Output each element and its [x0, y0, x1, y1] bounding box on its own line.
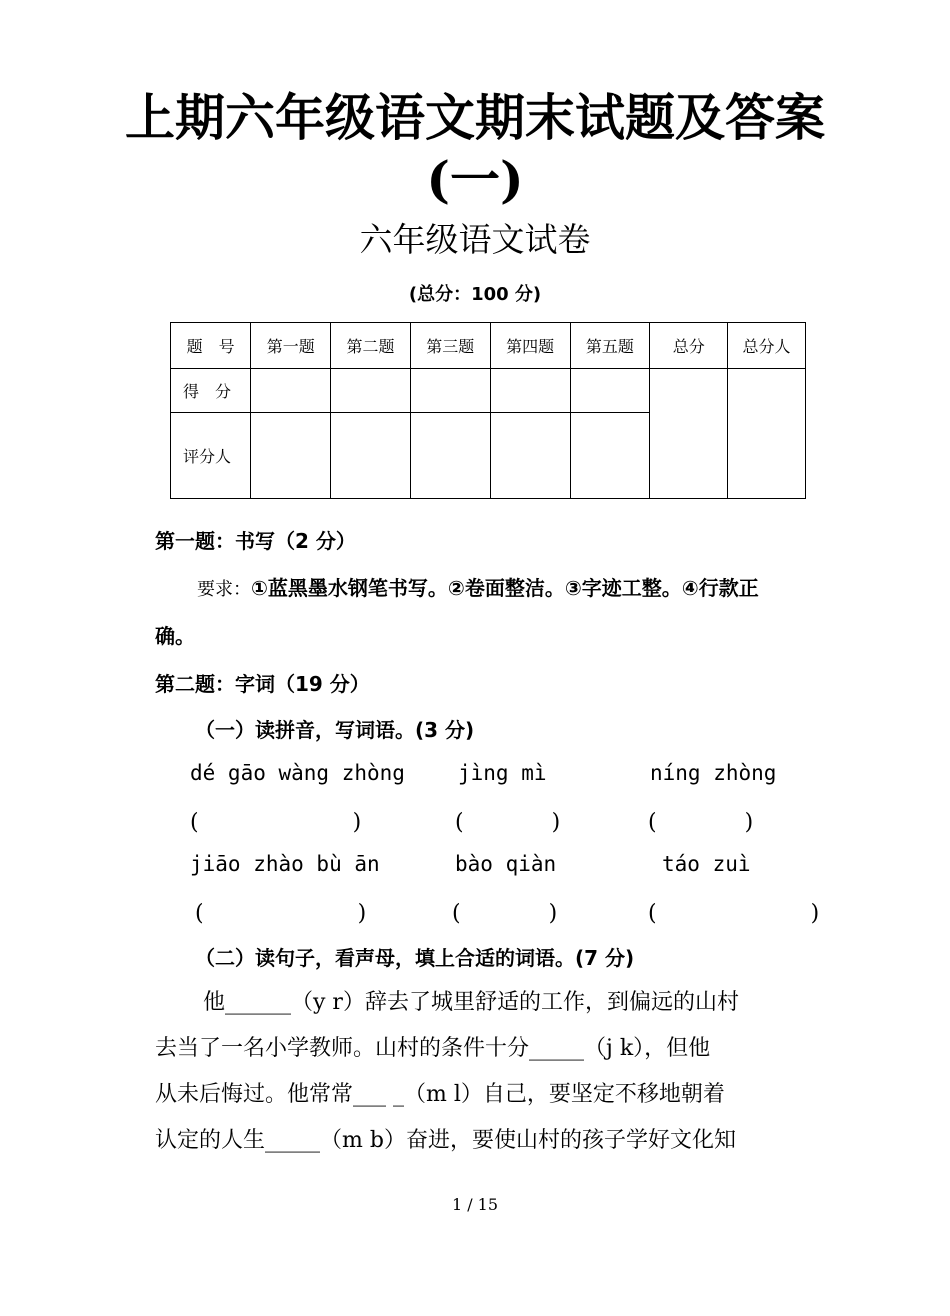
grader-cell-q5[interactable]	[570, 413, 650, 499]
header-q3: 第三题	[410, 323, 490, 369]
pinyin-6: táo zuì	[662, 852, 751, 876]
total-score: (总分：100 分)	[408, 284, 542, 305]
header-q4: 第四题	[490, 323, 570, 369]
paragraph-line-2: 去当了一名小学教师。山村的条件十分_____（j k），但他	[155, 1036, 711, 1061]
header-q5: 第五题	[570, 323, 650, 369]
answer-blank-5[interactable]: ( )	[452, 901, 558, 926]
score-cell-q5[interactable]	[570, 369, 650, 413]
header-question-number: 题 号	[171, 323, 251, 369]
paragraph-line-1: 他______（y r）辞去了城里舒适的工作，到偏远的山村	[203, 990, 739, 1015]
requirements-lead: 要求：	[197, 579, 251, 600]
pinyin-5: bào qiàn	[455, 852, 557, 876]
grader-cell-q4[interactable]	[490, 413, 570, 499]
header-total: 总分	[650, 323, 728, 369]
header-q2: 第二题	[331, 323, 411, 369]
score-cell-q1[interactable]	[251, 369, 331, 413]
part2-heading: （二）读句子，看声母，填上合适的词语。(7 分)	[195, 946, 635, 970]
grader-cell-q2[interactable]	[331, 413, 411, 499]
requirements-text-cont: 确。	[155, 624, 195, 648]
pinyin-1: dé gāo wàng zhòng	[190, 761, 405, 785]
grader-cell-q3[interactable]	[410, 413, 490, 499]
grader-row-label: 评分人	[171, 413, 251, 499]
pinyin-3: níng zhòng	[650, 761, 777, 785]
section1-requirements	[197, 572, 759, 601]
section1-heading: 第一题：书写（2 分）	[155, 529, 356, 553]
answer-blank-2[interactable]: ( )	[455, 810, 561, 835]
score-cell-q4[interactable]	[490, 369, 570, 413]
total-score-cell[interactable]	[650, 369, 728, 499]
header-total-grader: 总分人	[728, 323, 806, 369]
document-title: 上期六年级语文期末试题及答案	[125, 88, 825, 147]
section2-heading: 第二题：字词（19 分）	[155, 672, 370, 696]
pinyin-2: jìng mì	[458, 761, 547, 785]
answer-blank-6[interactable]: ( )	[648, 901, 820, 926]
grader-cell-q1[interactable]	[251, 413, 331, 499]
score-table	[170, 322, 806, 499]
paragraph-line-3: 从未后悔过。他常常___ _（m l）自己，要坚定不移地朝着	[155, 1082, 725, 1107]
document-title-number: (一)	[426, 150, 524, 209]
total-grader-cell[interactable]	[728, 369, 806, 499]
pinyin-4: jiāo zhào bù ān	[190, 852, 380, 876]
score-row	[171, 369, 806, 413]
page-number: 1 / 15	[451, 1195, 499, 1214]
answer-blank-3[interactable]: ( )	[648, 810, 754, 835]
answer-blank-1[interactable]: ( )	[190, 810, 362, 835]
score-table-header-row	[171, 323, 806, 369]
requirements-text: ①蓝黑墨水钢笔书写。②卷面整洁。③字迹工整。④行款正	[251, 576, 759, 600]
score-cell-q3[interactable]	[410, 369, 490, 413]
score-row-label: 得 分	[171, 369, 251, 413]
paragraph-line-4: 认定的人生_____（m b）奋进，要使山村的孩子学好文化知	[155, 1128, 736, 1153]
exam-subtitle: 六年级语文试卷	[359, 220, 591, 259]
answer-blank-4[interactable]: ( )	[195, 901, 367, 926]
part1-heading: （一）读拼音，写词语。(3 分)	[195, 718, 475, 742]
score-cell-q2[interactable]	[331, 369, 411, 413]
header-q1: 第一题	[251, 323, 331, 369]
